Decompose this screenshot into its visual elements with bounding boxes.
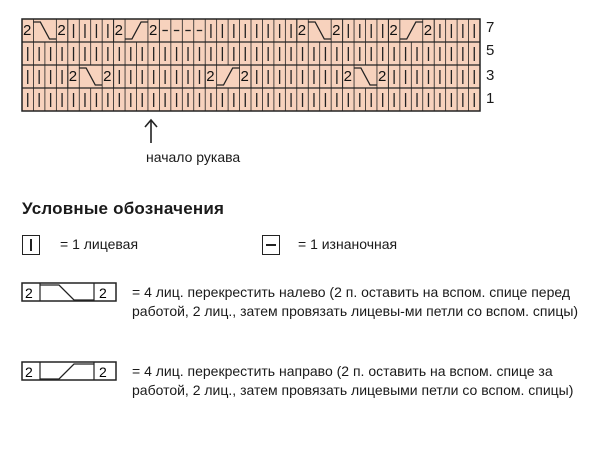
- sleeve-start-caption: начало рукава: [146, 149, 241, 165]
- cable-count-label: 2: [114, 22, 123, 39]
- legend-title: Условные обозначения: [22, 199, 225, 218]
- cable-count-label: 2: [23, 22, 32, 39]
- knit-stitch-icon: [22, 235, 40, 255]
- cable-right-count-end: 2: [99, 364, 107, 380]
- up-arrow-icon: [143, 118, 159, 144]
- cable-left-count-end: 2: [99, 285, 107, 301]
- cable-count-label: 2: [240, 68, 249, 85]
- cable-left-count-start: 2: [25, 285, 33, 301]
- cable-count-label: 2: [68, 68, 78, 85]
- cable-count-label: 2: [297, 22, 307, 39]
- cable-count-label: 2: [423, 22, 433, 39]
- cable-count-label: 2: [57, 22, 66, 39]
- cable-count-label: 2: [389, 22, 398, 39]
- cable-right-count-start: 2: [25, 364, 33, 380]
- row-number-3: 3: [486, 67, 495, 84]
- cable-count-label: 2: [332, 22, 341, 39]
- cable-count-label: 2: [206, 68, 215, 85]
- cable-right-cross-icon: [21, 361, 117, 381]
- cable-count-label: 2: [377, 68, 387, 85]
- purl-stitch-label: = 1 изнаночная: [298, 236, 398, 252]
- row-number-7: 7: [486, 19, 495, 36]
- knit-stitch-label: = 1 лицевая: [60, 236, 139, 252]
- cable-left-cross-icon: [21, 282, 117, 302]
- cable-count-label: 2: [343, 68, 352, 85]
- knitting-chart: [21, 18, 481, 112]
- row-number-1: 1: [486, 90, 495, 107]
- purl-stitch-icon: [262, 235, 280, 255]
- cable-left-description: = 4 лиц. перекрестить налево (2 п. оставить на вспом. спице перед работой, 2 лиц., затем провязать лицевы-ми петли со вспом. спицы): [132, 284, 579, 319]
- row-number-5: 5: [486, 42, 495, 59]
- cable-right-description: = 4 лиц. перекрестить направо (2 п. оставить на вспом. спице за работой, 2 лиц., затем провязать лицевыми петли со вспом. спицы): [132, 363, 574, 398]
- cable-count-label: 2: [103, 68, 112, 85]
- cable-count-label: 2: [148, 22, 158, 39]
